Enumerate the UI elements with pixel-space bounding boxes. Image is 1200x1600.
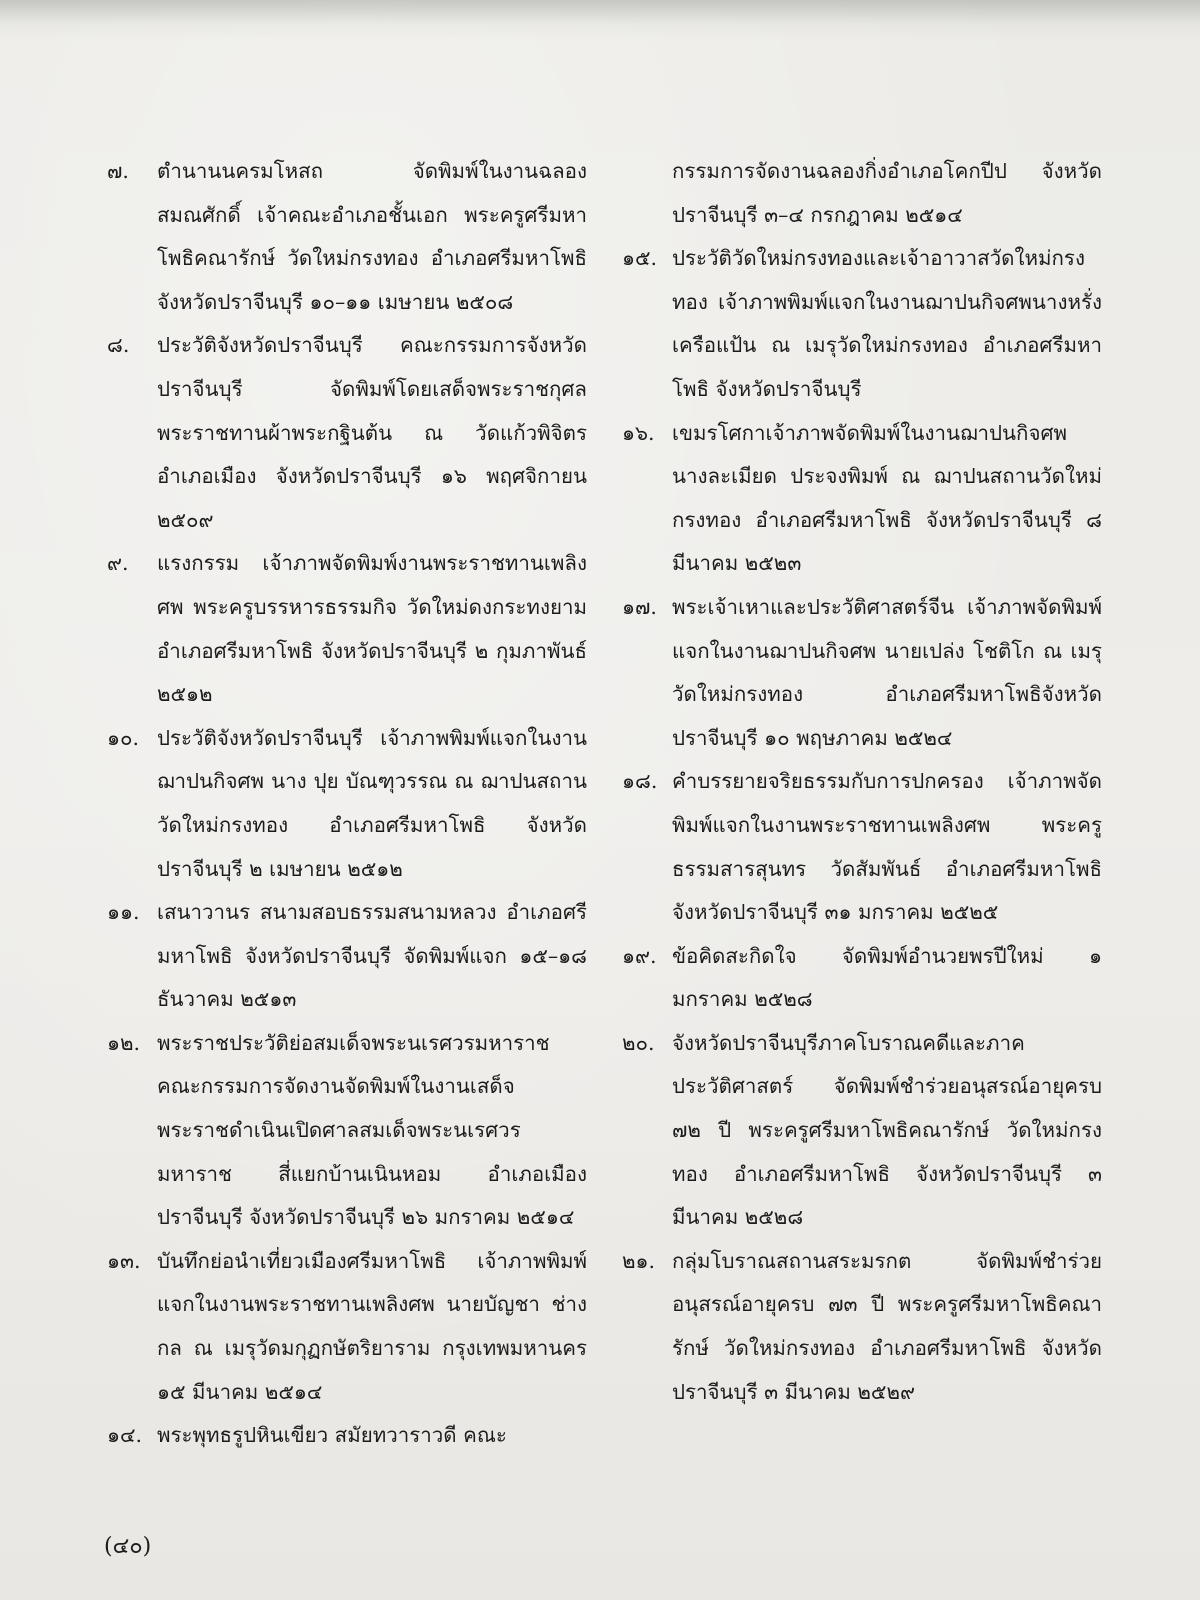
- list-item: [107, 891, 587, 1022]
- item-text: ตำนานนครมโหสถ จัดพิมพ์ในงานฉลองสมณศักดิ์ เจ้าคณะอำเภอชั้นเอก พระครูศรีมหาโพธิคณารักษ์ วัดใหม่กรงทอง อำเภอศรีมหาโพธิ จังหวัดปราจีนบุรี ๑๐–๑๑ เมษายน ๒๕๐๘: [157, 159, 587, 314]
- item-text: พระราชประวัติย่อสมเด็จพระนเรศวรมหาราช คณะกรรมการจัดงานจัดพิมพ์ในงานเสด็จพระราชดำเนินเปิดศาลสมเด็จพระนเรศวรมหาราช สี่แยกบ้านเนินหอม อำเภอเมือง ปราจีนบุรี จังหวัดปราจีนบุรี ๒๖ มกราคม ๒๕๑๔: [157, 1030, 587, 1230]
- left-column: [107, 150, 587, 1458]
- item-text: ประวัติจังหวัดปราจีนบุรี เจ้าภาพพิมพ์แจกในงานฌาปนกิจศพ นาง ปุย บัณฑุวรรณ ณ ฌาปนสถานวัดใหม่กรงทอง อำเภอศรีมหาโพธิ จังหวัดปราจีนบุรี ๒ เมษายน ๒๕๑๒: [157, 725, 587, 881]
- item-text: ประวัติจังหวัดปราจีนบุรี คณะกรรมการจังหวัดปราจีนบุรี จัดพิมพ์โดยเสด็จพระราชกุศลพระราชทานผ้าพระกฐินต้น ณ วัดแก้วพิจิตร อำเภอเมือง จังหวัดปราจีนบุรี ๑๖ พฤศจิกายน ๒๕๐๙: [157, 333, 587, 532]
- item-number: ๑๓.: [107, 1248, 141, 1273]
- item-number: ๙.: [107, 551, 129, 576]
- item-text: เขมรโศกาเจ้าภาพจัดพิมพ์ในงานฌาปนกิจศพนางละเมียด ประจงพิมพ์ ณ ฌาปนสถานวัดใหม่กรงทอง อำเภอศรีมหาโพธิ จังหวัดปราจีนบุรี ๘ มีนาคม ๒๕๒๓: [672, 420, 1102, 576]
- item-number: ๑๗.: [622, 594, 657, 619]
- item-text: กลุ่มโบราณสถานสระมรกต จัดพิมพ์ชำร่วยอนุสรณ์อายุครบ ๗๓ ปี พระครูศรีมหาโพธิคณารักษ์ วัดใหม่กรงทอง อำเภอศรีมหาโพธิ จังหวัดปราจีนบุรี ๓ มีนาคม ๒๕๒๙: [672, 1248, 1102, 1404]
- item-number: ๒๑.: [622, 1248, 656, 1273]
- page-top-edge: [0, 0, 1200, 40]
- item-number: ๑๖.: [622, 420, 655, 445]
- item-text: คำบรรยายจริยธรรมกับการปกครอง เจ้าภาพจัดพิมพ์แจกในงานพระราชทานเพลิงศพ พระครูธรรมสารสุนทร วัดสัมพันธ์ อำเภอศรีมหาโพธิ จังหวัดปราจีนบุรี ๓๑ มกราคม ๒๕๒๕: [672, 769, 1102, 925]
- item-text: ข้อคิดสะกิดใจ จัดพิมพ์อำนวยพรปีใหม่ ๑ มกราคม ๒๕๒๘: [672, 943, 1102, 1012]
- list-item: [622, 1022, 1102, 1240]
- list-item: [107, 1414, 587, 1458]
- list-item: [622, 760, 1102, 934]
- list-item: [107, 324, 587, 542]
- list-item: [622, 935, 1102, 1022]
- list-item: [107, 717, 587, 891]
- item-number: ๑๔.: [107, 1423, 143, 1448]
- item-number: ๑๐.: [107, 725, 140, 750]
- item-text: จังหวัดปราจีนบุรีภาคโบราณคดีและภาคประวัติศาสตร์ จัดพิมพ์ชำร่วยอนุสรณ์อายุครบ ๗๒ ปี พระครูศรีมหาโพธิคณารักษ์ วัดใหม่กรงทอง อำเภอศรีมหาโพธิ จังหวัดปราจีนบุรี ๓ มีนาคม ๒๕๒๘: [672, 1030, 1102, 1230]
- item-text: พระพุทธรูปหินเขียว สมัยทวาราวดี คณะ: [157, 1423, 507, 1448]
- list-item: [107, 542, 587, 716]
- item-number: ๗.: [107, 159, 129, 183]
- page-number: (๔๐): [104, 1534, 152, 1559]
- item-number: ๑๕.: [622, 246, 658, 271]
- list-item: [622, 1240, 1102, 1414]
- list-item: [622, 586, 1102, 760]
- list-item: [107, 150, 587, 324]
- continued-item-text: กรรมการจัดงานฉลองกิ่งอำเภอโคกปีป จังหวัดปราจีนบุรี ๓–๔ กรกฎาคม ๒๕๑๔: [672, 159, 1102, 227]
- item-text: บันทึกย่อนำเที่ยวเมืองศรีมหาโพธิ เจ้าภาพพิมพ์แจกในงานพระราชทานเพลิงศพ นายบัญชา ช่างกล ณ เมรุวัดมกุฏกษัตริยาราม กรุงเทพมหานคร ๑๕ มีนาคม ๒๕๑๔: [157, 1248, 587, 1404]
- item-text: เสนาวานร สนามสอบธรรมสนามหลวง อำเภอศรีมหาโพธิ จังหวัดปราจีนบุรี จัดพิมพ์แจก ๑๕–๑๘ ธันวาคม ๒๕๑๓: [157, 900, 587, 1012]
- item-number: ๑๘.: [622, 769, 658, 794]
- item-number: ๑๒.: [107, 1030, 141, 1055]
- item-text: ประวัติวัดใหม่กรงทองและเจ้าอาวาสวัดใหม่กรงทอง เจ้าภาพพิมพ์แจกในงานฌาปนกิจศพนางหรั่ง เครือแป้น ณ เมรุวัดใหม่กรงทอง อำเภอศรีมหาโพธิ จังหวัดปราจีนบุรี: [672, 246, 1102, 401]
- item-number: ๑๙.: [622, 943, 657, 968]
- right-column: [622, 150, 1102, 1414]
- item-number: ๘.: [107, 333, 130, 358]
- list-item: [622, 412, 1102, 586]
- list-item: [622, 237, 1102, 411]
- item-text: แรงกรรม เจ้าภาพจัดพิมพ์งานพระราชทานเพลิงศพ พระครูบรรหารธรรมกิจ วัดใหม่ดงกระทงยาม อำเภอศรีมหาโพธิ จังหวัดปราจีนบุรี ๒ กุมภาพันธ์ ๒๕๑๒: [157, 551, 587, 707]
- list-item: [107, 1022, 587, 1240]
- item-number: ๑๑.: [107, 900, 140, 925]
- item-text: พระเจ้าเหาและประวัติศาสตร์จีน เจ้าภาพจัดพิมพ์แจกในงานฌาปนกิจศพ นายเปล่ง โชติโก ณ เมรุวัดใหม่กรงทอง อำเภอศรีมหาโพธิจังหวัดปราจีนบุรี ๑๐ พฤษภาคม ๒๕๒๔: [672, 594, 1102, 750]
- item-number: ๒๐.: [622, 1030, 655, 1055]
- list-item: [107, 1240, 587, 1414]
